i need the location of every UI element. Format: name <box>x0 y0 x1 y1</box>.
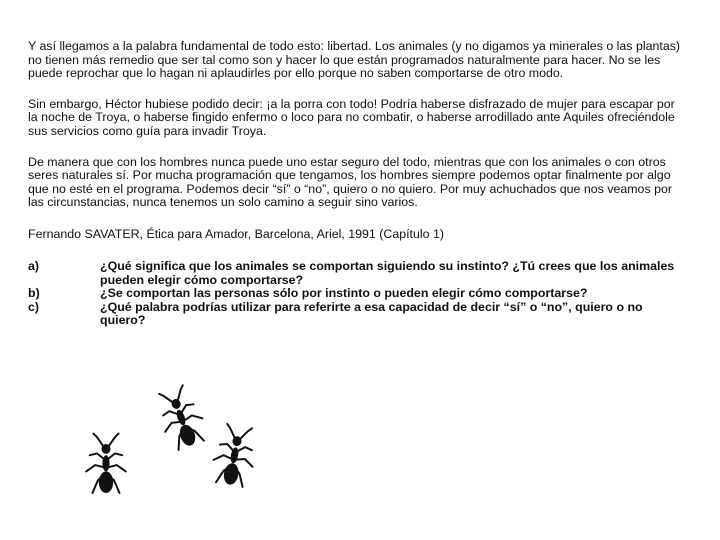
question-c <box>28 301 684 328</box>
question-letter: b) <box>28 286 40 301</box>
document-page <box>28 40 684 328</box>
question-b <box>28 287 684 301</box>
question-letter: c) <box>28 299 40 314</box>
source-citation: Fernando SAVATER, Ética para Amador, Barcelona, Ariel, 1991 (Capítulo 1) <box>28 226 444 241</box>
question-letter: a) <box>28 258 40 273</box>
paragraph-libertad: Y así llegamos a la palabra fundamental de todo esto: libertad. Los animales (y no digamos ya minerales o las plantas) no tienen más remedio que ser tal como son y hacer lo que están programados naturalmente para hacer. No se les puede reprochar que lo hagan ni aplaudirles por ello porque no saben comportarse de otro modo. <box>28 39 681 81</box>
ants-icon <box>50 384 290 504</box>
question-text: ¿Qué significa que los animales se comportan siguiendo su instinto? ¿Tú crees que los animales pueden elegir cómo comportarse? <box>100 258 675 287</box>
question-text: ¿Qué palabra podrías utilizar para referirte a esa capacidad de decir “sí” o “no”, quiero o no quiero? <box>100 299 643 328</box>
ant-middle <box>152 384 210 452</box>
paragraph-hombres: De manera que con los hombres nunca puede uno estar seguro del todo, mientras que con los animales o con otros seres naturales sí. Por mucha programación que tengamos, los hombres siempre podemos optar finalmente por algo que no esté en el programa. Podemos decir “sí” o “no”, quiero o no quiero. Por muy achuchados que nos veamos por las circunstancias, nunca tenemos un solo camino a seguir sino varios. <box>28 154 672 210</box>
ant-left <box>86 434 126 493</box>
paragraph-hector: Sin embargo, Héctor hubiese podido decir: ¡a la porra con todo! Podría haberse disfrazado de mujer para escapar por la noche de Troya, o haberse fingido enfermo o loco para no combatir, o haberse arrodillado ante Aquiles ofreciéndole sus servicios como guía para invadir Troya. <box>28 96 675 138</box>
ants-illustration <box>50 384 290 504</box>
question-a <box>28 260 684 287</box>
questions-list <box>28 260 684 328</box>
ant-right <box>210 423 259 488</box>
question-text: ¿Se comportan las personas sólo por instinto o pueden elegir cómo comportarse? <box>100 286 588 301</box>
